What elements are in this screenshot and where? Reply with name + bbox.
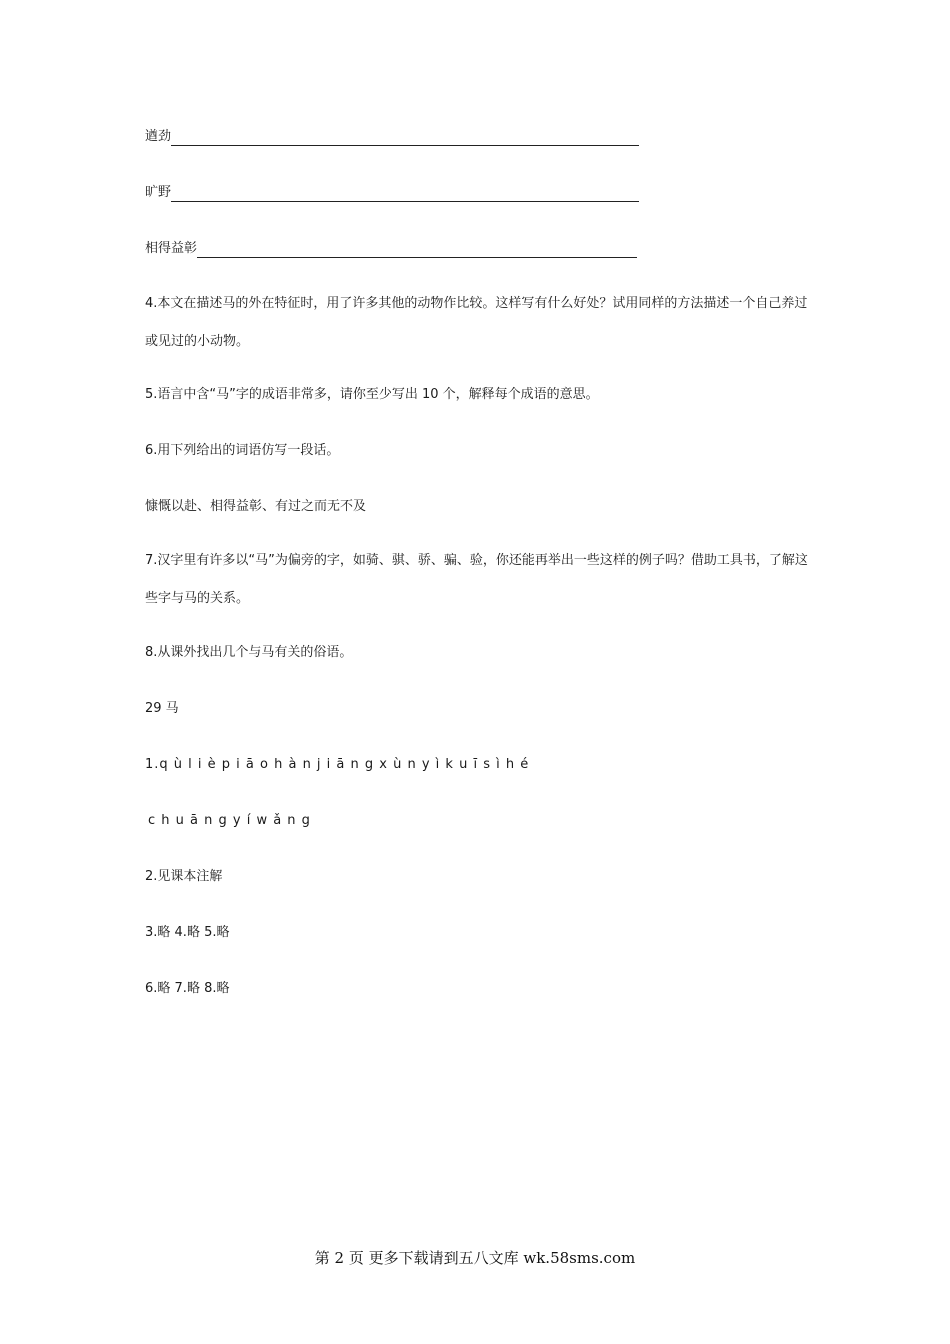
- page-footer: 第 2 页 更多下载请到五八文库 wk.58sms.com: [314, 1249, 636, 1267]
- answer-1-line-2: c h u ā n g y í w ǎ n g: [148, 813, 311, 828]
- question-8: 8.从课外找出几个与马有关的俗语。: [145, 645, 353, 660]
- pinyin-text: q ù l i è p i ā o h à n j i ā n g x ù n y ì k u ī s ì h é: [159, 757, 530, 772]
- vocab-word: 相得益彰: [145, 241, 198, 256]
- answer-6-8: 6.略 7.略 8.略: [145, 981, 230, 996]
- question-4: 4.本文在描述马的外在特征时，用了许多其他的动物作比较。这样写有什么好处？试用同样的方法描述一个自己养过或见过的小动物。: [145, 296, 808, 349]
- vocab-row: [145, 128, 639, 146]
- answer-blank[interactable]: [171, 189, 639, 202]
- answer-blank[interactable]: [197, 245, 637, 258]
- answer-blank[interactable]: [171, 133, 639, 146]
- vocab-word: 遒劲: [145, 129, 172, 144]
- question-6: 6.用下列给出的词语仿写一段话。: [145, 443, 340, 458]
- answer-2: 2.见课本注解: [145, 869, 223, 884]
- vocab-row: [145, 184, 639, 202]
- question-7: 7.汉字里有许多以“马”为偏旁的字，如骑、骐、骄、骗、验，你还能再举出一些这样的例子吗？借助工具书，了解这些字与马的关系。: [145, 553, 808, 606]
- answer-1-line-1: [145, 756, 529, 774]
- question-6-words: 慷慨以赴、相得益彰、有过之而无不及: [145, 499, 367, 514]
- vocab-row: [145, 240, 637, 258]
- answers-title: 29 马: [145, 701, 179, 716]
- question-5: 5.语言中含“马”字的成语非常多，请你至少写出 10 个，解释每个成语的意思。: [145, 387, 599, 402]
- answer-1-prefix: 1.: [145, 757, 160, 772]
- answer-3-5: 3.略 4.略 5.略: [145, 925, 230, 940]
- vocab-word: 旷野: [145, 185, 172, 200]
